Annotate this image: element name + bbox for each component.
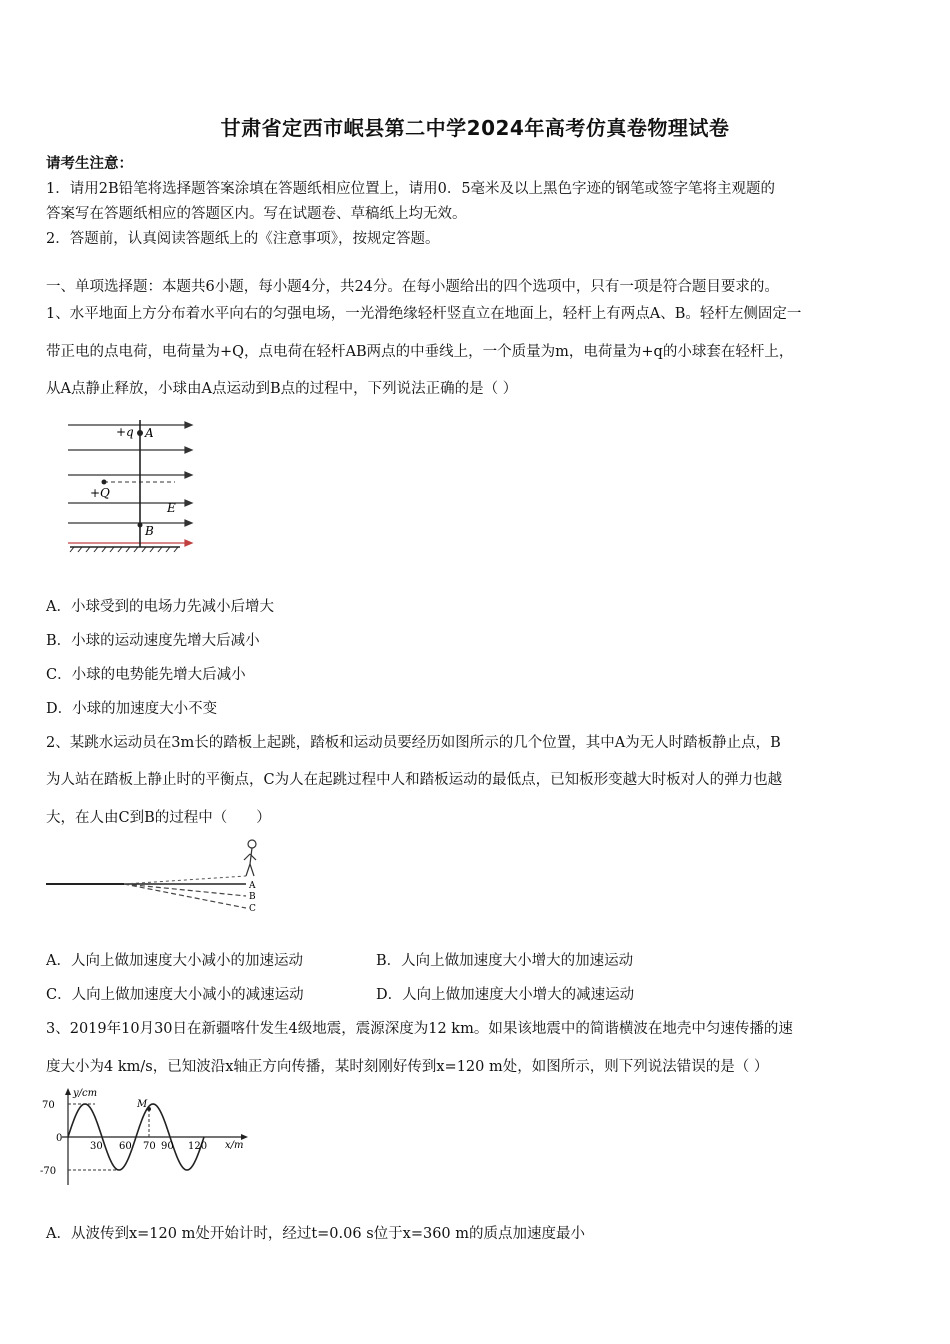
label-e: E (167, 501, 176, 515)
q3-option-a[interactable]: A．从波传到x=120 m处开始计时，经过t=0.06 s位于x=360 m的质点加速度最小 (46, 1226, 586, 1242)
q3-text-line-2: 度大小为4 km/s，已知波沿x轴正方向传播，某时刻刚好传到x=120 m处，如图所示，则下列说法错误的是（ ） (46, 1059, 769, 1075)
q2-diving-board-figure (46, 836, 266, 916)
x-tick-120: 120 (188, 1141, 208, 1152)
q1-option-b[interactable]: B．小球的运动速度先增大后减小 (46, 633, 260, 649)
q1-option-d[interactable]: D．小球的加速度大小不变 (46, 701, 218, 717)
q2-option-a[interactable]: A．人向上做加速度大小减小的加速运动 (46, 953, 303, 969)
point-m (147, 1107, 151, 1111)
label-c: C (249, 904, 256, 914)
x-tick-90: 90 (161, 1141, 174, 1152)
section-heading: 一、单项选择题：本题共6小题，每小题4分，共24分。在每小题给出的四个选项中，只有一项是符合题目要求的。 (46, 279, 779, 295)
q1-option-c[interactable]: C．小球的电势能先增大后减小 (46, 667, 246, 683)
label-plus-q: +q (116, 425, 134, 439)
q1-field-figure (60, 415, 200, 560)
q2-text-line-1: 2、某跳水运动员在3m长的踏板上起跳，踏板和运动员要经历如图所示的几个位置，其中A为无人时踏板静止点，B (46, 735, 781, 751)
y-tick-minus-70: -70 (40, 1166, 57, 1177)
q2-text-line-3: 大，在人由C到B的过程中（ ） (46, 810, 271, 826)
label-a: A (145, 426, 154, 440)
q1-text-line-2: 带正电的点电荷，电荷量为+Q，点电荷在轻杆AB两点的中垂线上，一个质量为m，电荷量为+q的小球套在轻杆上， (46, 344, 794, 360)
q2-option-b[interactable]: B．人向上做加速度大小增大的加速运动 (376, 953, 634, 969)
diver-figure (244, 840, 256, 876)
q3-text-line-1: 3、2019年10月30日在新疆喀什发生4级地震，震源深度为12 km。如果该地震中的简谐横波在地壳中匀速传播的速 (46, 1021, 793, 1037)
notice-line-3: 2．答题前，认真阅读答题纸上的《注意事项》，按规定答题。 (46, 231, 440, 247)
ball-a (137, 430, 143, 436)
q2-text-line-2: 为人站在踏板上静止时的平衡点，C为人在起跳过程中人和踏板运动的最低点，已知板形变越大时板对人的弹力也越 (46, 772, 783, 788)
point-b (138, 523, 143, 528)
notice-line-1: 1．请用2B铅笔将选择题答案涂填在答题纸相应位置上，请用0．5毫米及以上黑色字迹的钢笔或签字笔将主观题的 (46, 181, 776, 197)
q1-option-a[interactable]: A．小球受到的电场力先减小后增大 (46, 599, 274, 615)
y-tick-0: 0 (56, 1133, 63, 1144)
y-tick-70: 70 (42, 1100, 55, 1111)
point-m-label: M (137, 1099, 148, 1110)
x-axis-label: x/m (225, 1140, 244, 1151)
notice-heading: 请考生注意： (46, 155, 133, 172)
label-b: B (145, 524, 154, 538)
label-b: B (249, 892, 256, 902)
label-a: A (249, 881, 256, 891)
x-tick-60: 60 (119, 1141, 132, 1152)
charge-q (102, 480, 107, 485)
label-plus-Q: +Q (90, 486, 110, 500)
x-tick-30: 30 (90, 1141, 103, 1152)
q2-option-c[interactable]: C．人向上做加速度大小减小的减速运动 (46, 987, 304, 1003)
y-axis-label: y/cm (73, 1088, 98, 1099)
x-tick-70: 70 (143, 1141, 156, 1152)
q1-text-line-1: 1、水平地面上方分布着水平向右的匀强电场，一光滑绝缘轻杆竖直立在地面上，轻杆上有两点A、B。轻杆左侧固定一 (46, 306, 802, 322)
q3-wave-chart (40, 1085, 260, 1190)
q2-option-d[interactable]: D．人向上做加速度大小增大的减速运动 (376, 987, 635, 1003)
notice-line-2: 答案写在答题纸相应的答题区内。写在试题卷、草稿纸上均无效。 (46, 206, 467, 222)
page-title: 甘肃省定西市岷县第二中学2024年高考仿真卷物理试卷 (220, 116, 730, 140)
board-b (124, 884, 246, 896)
q1-text-line-3: 从A点静止释放，小球由A点运动到B点的过程中，下列说法正确的是（ ） (46, 381, 518, 397)
board-c (124, 884, 246, 908)
